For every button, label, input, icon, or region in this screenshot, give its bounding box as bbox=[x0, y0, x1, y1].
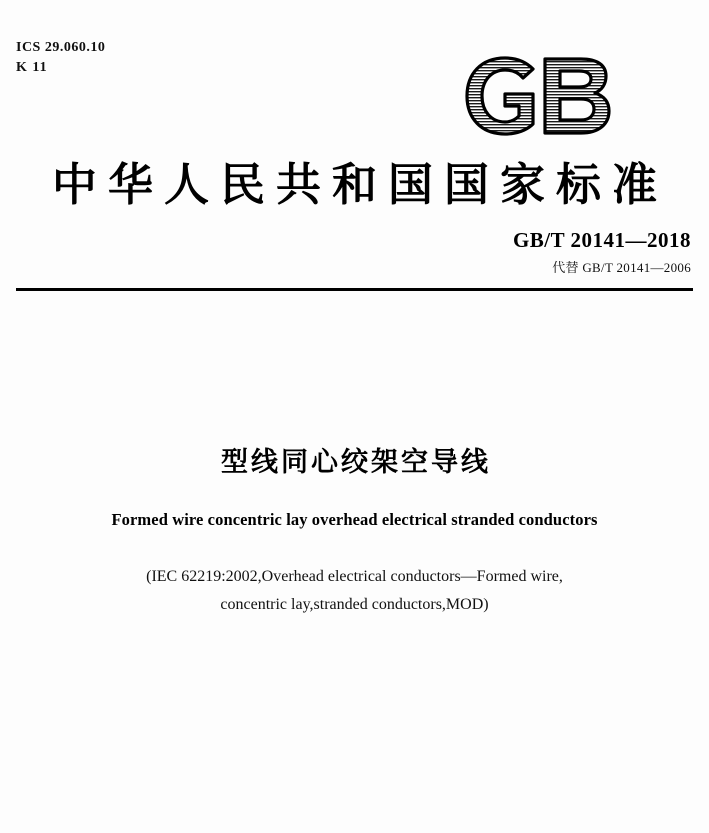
gb-emblem-icon bbox=[461, 52, 621, 140]
document-title-en: Formed wire concentric lay overhead electrical stranded conductors bbox=[111, 510, 598, 529]
standard-number: GB/T 20141—2018 bbox=[512, 228, 691, 252]
note-line-1: (IEC 62219:2002,Overhead electrical conductors—Formed wire, bbox=[146, 568, 563, 585]
header-divider bbox=[16, 288, 693, 291]
ics-value: 29.060.10 bbox=[44, 40, 106, 55]
classification-code: K 11 bbox=[16, 60, 48, 76]
standard-number-block bbox=[513, 228, 691, 276]
ics-label: ICS bbox=[16, 40, 41, 55]
standard-replaces: 代替 GB/T 20141—2006 bbox=[552, 260, 691, 275]
note-line-2: concentric lay,stranded conductors,MOD) bbox=[220, 596, 489, 613]
document-equivalence-note bbox=[60, 563, 649, 619]
document-title-cn: 型线同心绞架空导线 bbox=[221, 447, 491, 478]
ics-block bbox=[16, 38, 105, 79]
national-standard-title: 中华人民共和国国家标准 bbox=[51, 158, 668, 211]
ics-line bbox=[16, 38, 105, 58]
